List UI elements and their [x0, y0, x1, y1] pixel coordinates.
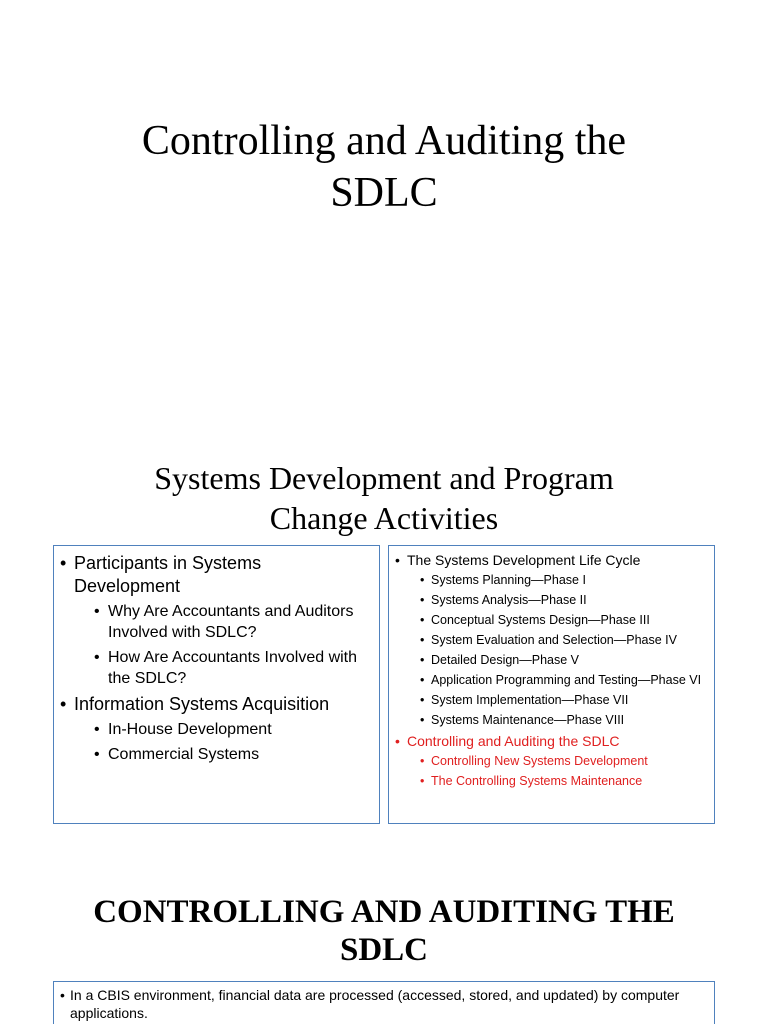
- slide1-title-line1: Controlling and Auditing the: [141, 118, 627, 164]
- list-item: • Systems Planning—Phase I: [395, 572, 708, 588]
- list-item: • Systems Analysis—Phase II: [395, 592, 708, 608]
- list-item: • In a CBIS environment, financial data are processed (accessed, stored, and updated) by computer applications.: [60, 986, 706, 1022]
- right-content-box: [388, 545, 715, 824]
- slide3-title-line2: SDLC: [339, 932, 429, 968]
- list-item: • Why Are Accountants and Auditors Involved with SDLC?: [60, 601, 371, 643]
- list-item: • System Implementation—Phase VII: [395, 692, 708, 708]
- list-item: • In-House Development: [60, 719, 371, 740]
- bottom-content-box: [53, 981, 715, 1024]
- list-item: • Application Programming and Testing—Phase VI: [395, 672, 708, 688]
- list-item-highlighted: • Controlling New Systems Development: [395, 753, 708, 769]
- list-item-highlighted: • The Controlling Systems Maintenance: [395, 773, 708, 789]
- list-item: • Conceptual Systems Design—Phase III: [395, 612, 708, 628]
- slide1-title-line2: SDLC: [330, 170, 438, 216]
- left-bullet-list: [60, 552, 371, 765]
- list-item: • Participants in Systems Development: [60, 552, 371, 598]
- list-item: • Commercial Systems: [60, 744, 371, 765]
- list-item: • How Are Accountants Involved with the SDLC?: [60, 647, 371, 689]
- list-item: • The Systems Development Life Cycle: [395, 551, 708, 569]
- slide3-title: [0, 893, 768, 969]
- slide1-title: [0, 115, 768, 219]
- right-bullet-list: [395, 551, 708, 789]
- list-item: • Systems Maintenance—Phase VIII: [395, 712, 708, 728]
- slide3-title-line1: CONTROLLING AND AUDITING THE: [93, 894, 675, 930]
- list-item: • Detailed Design—Phase V: [395, 652, 708, 668]
- slide2-title-line2: Change Activities: [269, 500, 499, 536]
- list-item: • System Evaluation and Selection—Phase IV: [395, 632, 708, 648]
- left-content-box: [53, 545, 380, 824]
- slide2-title-line1: Systems Development and Program: [154, 460, 614, 496]
- list-item-highlighted: • Controlling and Auditing the SDLC: [395, 732, 708, 750]
- list-item: • Information Systems Acquisition: [60, 693, 371, 716]
- slide2-title: [0, 458, 768, 538]
